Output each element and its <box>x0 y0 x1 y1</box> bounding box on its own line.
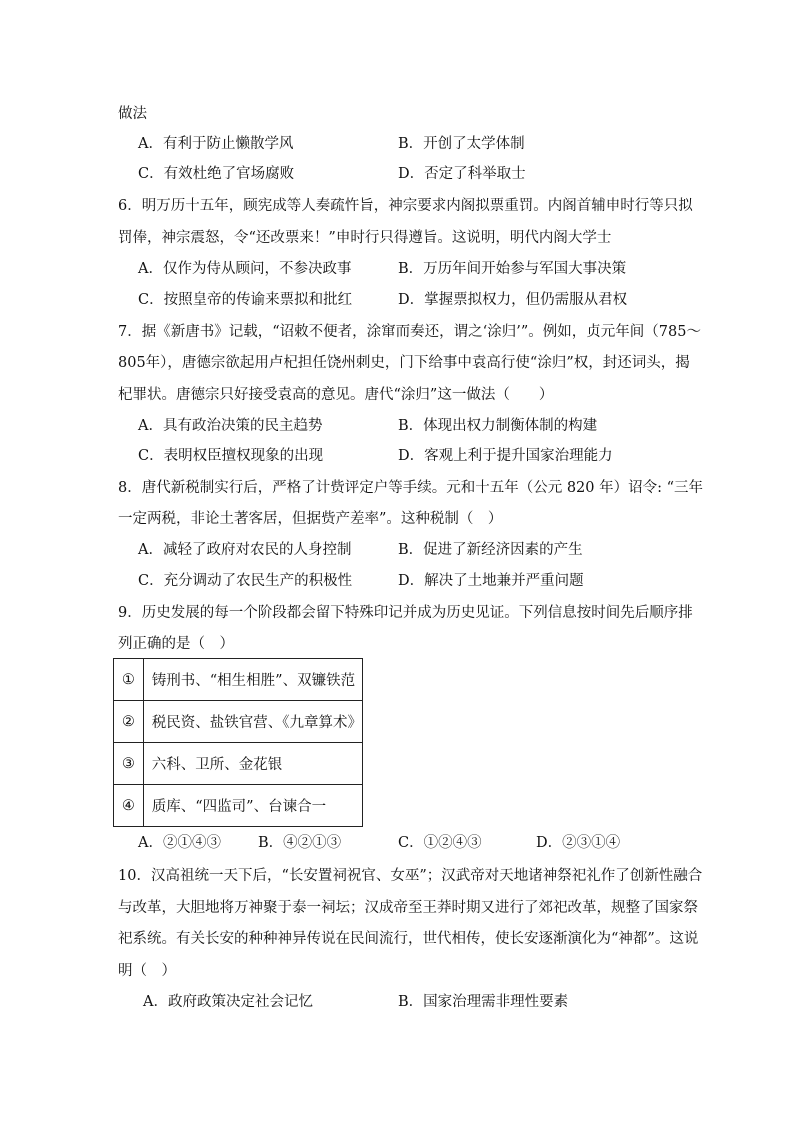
q9-info-table <box>113 658 363 827</box>
table-row-number: ③ <box>114 743 144 785</box>
q5-option-b: B．开创了太学体制 <box>398 136 525 152</box>
table-row-text: 铸刑书、“相生相胜”、双镰铁范 <box>143 659 362 701</box>
q10-option-a: A．政府政策决定社会记忆 <box>143 994 313 1010</box>
table-row-text: 六科、卫所、金花银 <box>143 743 362 785</box>
table-row <box>114 785 363 827</box>
q9-option-d: D．②③①④ <box>536 835 621 851</box>
table-row-number: ④ <box>114 785 144 827</box>
q7-option-a: A．具有政治决策的民主趋势 <box>138 418 323 434</box>
q9-option-c: C．①②④③ <box>398 835 482 851</box>
q10-stem-line-3: 祀系统。有关长安的种种神异传说在民间流行，世代相传，使长安逐渐演化为“神都”。这说 <box>118 931 699 947</box>
q9-stem-line-1: 9．历史发展的每一个阶段都会留下特殊印记并成为历史见证。下列信息按时间先后顺序排 <box>118 605 693 621</box>
q7-stem-line-1: 7．据《新唐书》记载，“诏敕不便者，涂窜而奏还，谓之‘涂归’”。例如，贞元年间（785～ <box>118 324 701 340</box>
q10-option-b: B．国家治理需非理性要素 <box>398 994 569 1010</box>
q6-option-a: A．仅作为侍从顾问，不参决政事 <box>138 261 352 277</box>
q6-option-d: D．掌握票拟权力，但仍需服从君权 <box>398 292 628 308</box>
q6-option-c: C．按照皇帝的传谕来票拟和批红 <box>138 292 353 308</box>
q8-option-b: B．促进了新经济因素的产生 <box>398 542 583 558</box>
table-row-text: 质库、“四监司”、台谏合一 <box>143 785 362 827</box>
q7-option-b: B．体现出权力制衡体制的构建 <box>398 418 598 434</box>
q7-option-c: C．表明权臣擅权现象的出现 <box>138 448 324 464</box>
q9-option-a: A．②①④③ <box>138 835 221 851</box>
q7-stem-line-2: 805年），唐德宗欲起用卢杞担任饶州刺史，门下给事中袁高行使“涂归”权，封还词头，揭 <box>118 355 690 371</box>
table-row-number: ② <box>114 701 144 743</box>
q8-stem-line-1: 8．唐代新税制实行后，严格了计赀评定户等手续。元和十五年（公元 820 年）诏令: “三年 <box>118 480 704 496</box>
q9-stem-line-2: 列正确的是（ ） <box>118 636 234 652</box>
table-row <box>114 659 363 701</box>
q8-option-a: A．减轻了政府对农民的人身控制 <box>138 542 352 558</box>
q5-stem-tail: 做法 <box>118 106 147 122</box>
q8-stem-line-2: 一定两税，非论土著客居，但据赀产差率”。这种税制（ ） <box>118 511 503 527</box>
q8-option-d: D．解决了土地兼并严重问题 <box>398 573 584 589</box>
q10-stem-line-1: 10．汉高祖统一天下后，“长安置祠祝官、女巫”；汉武帝对天地诸神祭祀礼作了创新性融合 <box>118 868 703 884</box>
q6-option-b: B．万历年间开始参与军国大事决策 <box>398 261 627 277</box>
q5-option-a: A．有利于防止懒散学风 <box>138 136 294 152</box>
q9-option-b: B．④②①③ <box>258 835 342 851</box>
q7-stem-line-3: 杞罪状。唐德宗只好接受袁高的意见。唐代“涂归”这一做法（ ） <box>118 387 554 403</box>
q6-stem-line-1: 6．明万历十五年，顾宪成等人奏疏忤旨，神宗要求内阁拟票重罚。内阁首辅申时行等只拟 <box>118 198 693 214</box>
q10-stem-line-2: 与改革，大胆地将万神聚于泰一祠坛；汉成帝至王莽时期又进行了郊祀改革，规整了国家祭 <box>118 900 698 916</box>
q6-stem-line-2: 罚俸，神宗震怒，令“还改票来！”申时行只得遵旨。这说明，明代内阁大学士 <box>118 230 612 246</box>
q10-stem-line-4: 明（ ） <box>118 963 176 979</box>
q5-option-c: C．有效杜绝了官场腐败 <box>138 166 295 182</box>
table-row <box>114 743 363 785</box>
q5-option-d: D．否定了科举取士 <box>398 166 526 182</box>
q8-option-c: C．充分调动了农民生产的积极性 <box>138 573 353 589</box>
table-row-text: 税民资、盐铁官营、《九章算术》 <box>143 701 362 743</box>
q7-option-d: D．客观上利于提升国家治理能力 <box>398 448 613 464</box>
table-row <box>114 701 363 743</box>
table-row-number: ① <box>114 659 144 701</box>
